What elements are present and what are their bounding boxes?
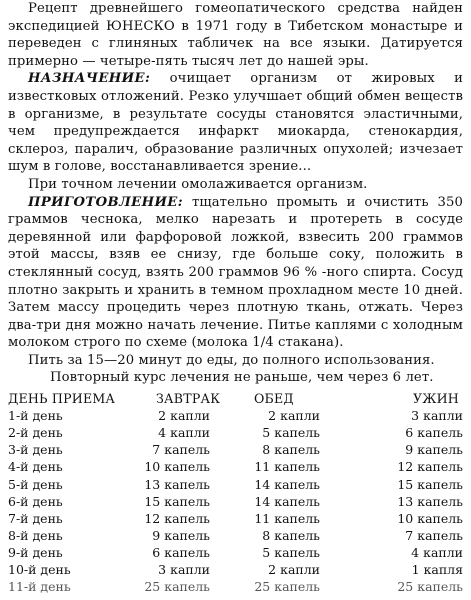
lunch-drops-count: 5 [262, 544, 271, 560]
breakfast-drops-unit: капли [170, 408, 210, 424]
day-cell [8, 493, 138, 510]
dinner-drops-unit: капель [417, 510, 463, 526]
dinner-drops-count: 10 [397, 510, 414, 526]
breakfast-drops-count: 6 [152, 544, 161, 560]
lunch-cell [210, 544, 320, 561]
paragraph-repeat: Повторный курс лечения не раньше, чем через 6 лет. [50, 370, 434, 386]
day-label: 1-й день [8, 408, 63, 424]
breakfast-drops-unit: капель [164, 493, 210, 509]
day-label: 2-й день [8, 425, 63, 441]
dinner-drops-count: 6 [405, 425, 414, 441]
breakfast-drops-count: 13 [144, 476, 161, 492]
dinner-cell [320, 476, 463, 493]
lunch-cell [210, 561, 320, 578]
lunch-drops-count: 5 [262, 425, 271, 441]
dinner-cell [320, 544, 463, 561]
dinner-cell [320, 561, 463, 578]
breakfast-drops-count: 10 [144, 459, 161, 475]
paragraph-timing: Пить за 15—20 минут до еды, до полного использования. [28, 352, 435, 368]
day-label: 6-й день [8, 493, 63, 509]
day-label: 3-й день [8, 442, 63, 458]
day-cell [8, 561, 138, 578]
day-cell [8, 544, 138, 561]
day-label: 10-й день [8, 562, 71, 577]
breakfast-drops-count: 9 [152, 527, 161, 543]
table-header-row [8, 390, 463, 407]
lunch-cell [210, 407, 320, 424]
breakfast-cell [138, 493, 210, 510]
day-cell [8, 510, 138, 527]
dinner-drops-unit: капель [417, 476, 463, 492]
lunch-drops-unit: капель [274, 544, 320, 560]
header-dinner: УЖИН [412, 391, 459, 407]
day-cell [8, 441, 138, 458]
header-day: ДЕНЬ ПРИЕМА [8, 391, 116, 407]
breakfast-cell [138, 476, 210, 493]
dinner-drops-unit: капель [417, 459, 463, 475]
table-row [8, 527, 463, 544]
day-label: 11-й день [8, 579, 71, 595]
dinner-drops-count: 25 [397, 579, 414, 595]
breakfast-drops-unit: капель [164, 510, 210, 526]
breakfast-cell [138, 458, 210, 475]
table-row [8, 476, 463, 493]
day-label: 7-й день [8, 510, 63, 526]
lunch-cell [210, 424, 320, 441]
table-row [8, 424, 463, 441]
dinner-drops-count: 13 [397, 493, 414, 509]
lunch-drops-unit: капли [280, 408, 320, 424]
preparation-text: тщательно промыть и очистить 350 граммов чеснока, мелко нарезать и протереть в сосуде деревянной или фарфоровой ложкой, взвесить 200 граммов этой массы, взяв ее снизу, где больше соку, положить в стеклянный сосуд, взять 200 граммов 96 % -ного спирта. Сосуд плотно закрыть и хранить в темном прохладном месте 10 дней. Затем массу процедить через плотную ткань, отжать. Через два-три дня можно начать лечение. Питье каплями с холодным молоком строго по схеме (молока 1/4 стакана). [8, 194, 463, 351]
day-label: 5-й день [8, 476, 63, 492]
dinner-cell [320, 441, 463, 458]
dinner-drops-unit: капель [417, 579, 463, 595]
lunch-drops-count: 14 [254, 493, 271, 509]
paragraph-purpose [8, 70, 463, 176]
dinner-drops-count: 9 [405, 442, 414, 458]
day-cell [8, 578, 138, 595]
table-row [8, 493, 463, 510]
breakfast-cell [138, 424, 210, 441]
breakfast-drops-unit: капель [164, 459, 210, 475]
dosage-table [8, 390, 463, 595]
dinner-drops-unit: капля [423, 562, 463, 577]
lunch-cell [210, 441, 320, 458]
lunch-drops-unit: капель [274, 459, 320, 475]
day-cell [8, 407, 138, 424]
dinner-drops-unit: капель [417, 425, 463, 441]
day-label: 8-й день [8, 527, 63, 543]
breakfast-drops-unit: капель [164, 442, 210, 458]
breakfast-drops-count: 15 [144, 493, 161, 509]
breakfast-cell [138, 407, 210, 424]
dinner-drops-count: 4 [411, 544, 420, 560]
lunch-cell [210, 493, 320, 510]
preparation-heading: ПРИГОТОВЛЕНИЕ: [28, 194, 184, 210]
lunch-drops-unit: капель [274, 510, 320, 526]
dinner-cell [320, 407, 463, 424]
day-cell [8, 458, 138, 475]
dinner-cell [320, 493, 463, 510]
lunch-cell [210, 476, 320, 493]
breakfast-drops-count: 2 [158, 408, 167, 424]
breakfast-cell [138, 510, 210, 527]
purpose-heading: НАЗНАЧЕНИЕ: [28, 71, 151, 87]
lunch-drops-count: 11 [254, 510, 271, 526]
dinner-drops-count: 15 [397, 476, 414, 492]
breakfast-cell [138, 578, 210, 595]
dinner-drops-unit: капель [417, 442, 463, 458]
document-page [8, 0, 463, 595]
day-label: 9-й день [8, 544, 63, 560]
lunch-cell [210, 510, 320, 527]
breakfast-drops-count: 4 [158, 425, 167, 441]
dinner-drops-unit: капель [417, 493, 463, 509]
breakfast-cell [138, 561, 210, 578]
table-row [8, 441, 463, 458]
breakfast-drops-unit: капель [164, 544, 210, 560]
lunch-drops-count: 25 [254, 579, 271, 595]
dinner-cell [320, 578, 463, 595]
lunch-drops-count: 2 [268, 562, 277, 577]
lunch-cell [210, 578, 320, 595]
paragraph-intro: Рецепт древнейшего гомеопатического средства найден экспедицией ЮНЕСКО в 1971 году в Тибетском монастыре и переведен с глиняных табличек на все языки. Датируется примерно — четыре-пять тысяч лет до нашей эры. [8, 1, 463, 69]
breakfast-drops-count: 7 [152, 442, 161, 458]
lunch-drops-count: 8 [262, 527, 271, 543]
purpose-text: очищает организм от жировых и известковых отложений. Резко улучшает общий обмен веществ в организме, в результате сосуды становятся эластичными, чем предупреждается инфаркт миокарда, стенокардия, склероз, паралич, образование различных опухолей; изчезает шум в голове, восстанавливается зрение... [8, 71, 463, 175]
lunch-drops-unit: капель [274, 527, 320, 543]
table-row [8, 510, 463, 527]
dinner-drops-unit: капель [417, 527, 463, 543]
day-cell [8, 476, 138, 493]
day-cell [8, 424, 138, 441]
dinner-drops-count: 7 [405, 527, 414, 543]
dinner-drops-count: 1 [411, 562, 420, 577]
lunch-drops-count: 14 [254, 476, 271, 492]
lunch-drops-unit: капель [274, 442, 320, 458]
dinner-cell [320, 527, 463, 544]
breakfast-drops-unit: капель [164, 527, 210, 543]
breakfast-drops-unit: капли [170, 425, 210, 441]
lunch-drops-count: 8 [262, 442, 271, 458]
header-breakfast: ЗАВТРАК [156, 391, 221, 407]
table-row [8, 544, 463, 561]
breakfast-drops-unit: капель [164, 476, 210, 492]
breakfast-drops-count: 25 [144, 579, 161, 595]
lunch-drops-unit: капли [280, 562, 320, 577]
dinner-drops-unit: капли [423, 544, 463, 560]
table-row [8, 578, 463, 595]
lunch-drops-count: 2 [268, 408, 277, 424]
paragraph-rejuvenation: При точном лечении омолаживается организм. [28, 176, 368, 192]
day-cell [8, 527, 138, 544]
dinner-cell [320, 510, 463, 527]
dinner-drops-unit: капли [423, 408, 463, 424]
lunch-drops-unit: капель [274, 493, 320, 509]
dinner-cell [320, 424, 463, 441]
lunch-drops-unit: капель [274, 425, 320, 441]
breakfast-drops-unit: капли [170, 562, 210, 577]
lunch-drops-unit: капель [274, 476, 320, 492]
dinner-drops-count: 3 [411, 408, 420, 424]
lunch-cell [210, 458, 320, 475]
paragraph-preparation [8, 194, 463, 352]
dinner-drops-count: 12 [397, 459, 414, 475]
table-row [8, 458, 463, 475]
lunch-drops-unit: капель [274, 579, 320, 595]
table-row [8, 561, 463, 578]
breakfast-drops-count: 3 [158, 562, 167, 577]
breakfast-cell [138, 527, 210, 544]
breakfast-cell [138, 544, 210, 561]
breakfast-drops-unit: капель [164, 579, 210, 595]
breakfast-cell [138, 441, 210, 458]
day-label: 4-й день [8, 459, 63, 475]
lunch-drops-count: 11 [254, 459, 271, 475]
table-body [8, 407, 463, 595]
lunch-cell [210, 527, 320, 544]
header-lunch: ОБЕД [254, 391, 294, 407]
table-row [8, 407, 463, 424]
breakfast-drops-count: 12 [144, 510, 161, 526]
dinner-cell [320, 458, 463, 475]
